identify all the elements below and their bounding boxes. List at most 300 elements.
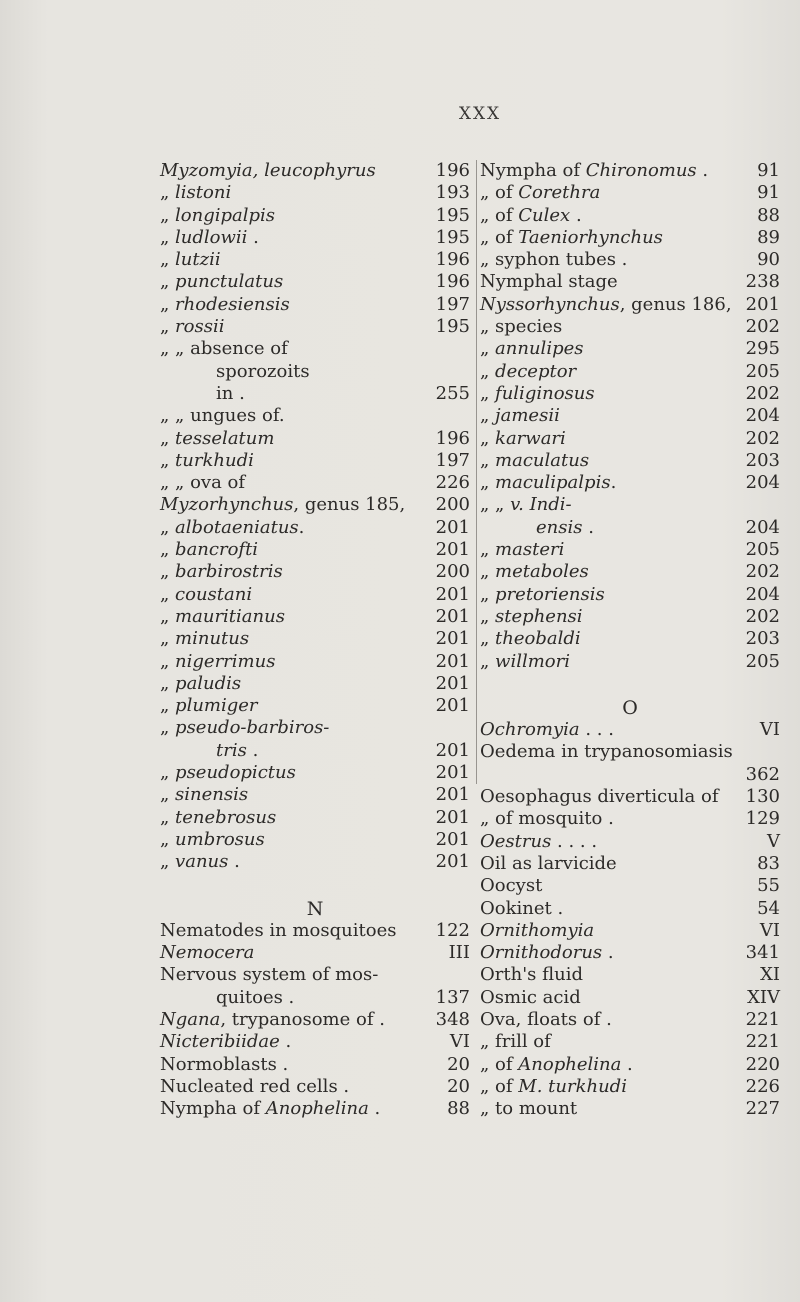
entry-page: 91 [757,182,780,204]
entry-page: 202 [745,605,780,627]
entry-page: 137 [435,986,470,1008]
entry-page: VI [449,1031,470,1053]
entry-term [480,428,566,450]
index-entry [160,762,470,784]
entry-term-part: „ [480,338,496,360]
entry-term [480,719,614,741]
entry-term [480,898,563,920]
index-entry [480,383,780,405]
entry-term-part: bancrofti [175,539,259,561]
entry-term-part: annulipes [495,338,584,360]
index-entry [160,450,470,472]
entry-term-part: Anophelina [265,1098,369,1120]
entry-page: 196 [435,271,470,293]
entry-term-part: rossii [175,316,225,338]
entry-page: 201 [435,628,470,650]
entry-term [480,450,589,472]
entry-term [480,160,708,182]
entry-term-part: Myzomyia, [160,160,265,181]
entry-page: 205 [745,539,780,561]
entry-term [480,606,583,628]
entry-term [160,762,296,784]
entry-page: 205 [745,650,780,672]
entry-term-part: ensis [536,516,583,538]
entry-term-part: „ [480,472,496,494]
entry-term [480,294,732,316]
entry-term-part: tesselatum [175,427,275,449]
entry-page: 226 [435,472,470,494]
index-entry [480,1009,780,1031]
entry-page: 205 [745,360,780,382]
entry-term-part: . . . . [551,830,598,852]
index-entry [160,294,470,316]
index-entry [160,740,470,762]
entry-term-part: Nemocera [160,942,255,964]
index-entry [480,205,780,227]
entry-term [160,182,231,204]
entry-term-part: Nympha of [480,160,586,181]
entry-term [160,561,283,583]
index-entry [480,494,780,516]
entry-term-part: Oestrus [480,830,552,852]
entry-term [160,294,290,316]
entry-term-part: Myzorhynchus [160,494,294,516]
entry-term [480,584,605,606]
entry-page: 202 [745,561,780,583]
index-entry [480,405,780,427]
entry-term-part: Nucleated red cells . [160,1075,350,1097]
entry-page: 197 [435,293,470,315]
entry-term [160,628,249,650]
entry-term-part: pretoriensis [495,583,605,605]
entry-page: 201 [435,851,470,873]
entry-term-part: . [246,739,259,761]
index-entry [160,539,470,561]
entry-term [160,1098,380,1120]
entry-page: 201 [435,784,470,806]
entry-term-part: . [228,851,240,873]
index-entry [160,160,470,182]
entry-term-part: Oocyst [480,875,543,897]
entry-term [216,361,310,383]
entry-term [160,606,285,628]
index-entry [160,361,470,383]
entry-term-part: „ [480,628,496,650]
index-entry [160,628,470,650]
entry-term [480,628,581,650]
entry-page: XIV [747,986,780,1008]
entry-page: 201 [435,828,470,850]
index-entry [160,784,470,806]
index-column-right [480,160,780,1120]
entry-term-part: „ to mount [480,1098,578,1120]
entry-term-part: „ [160,762,176,784]
entry-term-part: Anophelina [518,1053,622,1075]
entry-term-part: „ [160,806,176,828]
entry-term-part: listoni [175,182,232,204]
entry-term-part: . [247,226,259,248]
entry-term [480,1076,627,1098]
index-entry [480,561,780,583]
index-entry [160,271,470,293]
entry-term-part: karwari [495,427,566,449]
spacer [160,874,470,898]
entry-page: 195 [435,316,470,338]
entry-term [160,227,259,249]
entry-page: 89 [757,226,780,248]
entry-page: 91 [757,160,780,181]
entry-page: 88 [757,204,780,226]
entry-page: 200 [435,494,470,516]
entry-term-part: quitoes . [216,986,295,1008]
entry-page: 203 [745,449,780,471]
entry-term [480,1009,612,1031]
entry-term [480,964,583,986]
entry-term-part: . [621,1053,633,1075]
entry-page: VI [759,719,780,741]
entry-term [160,1054,288,1076]
index-entry [160,338,470,360]
entry-page: 202 [745,382,780,404]
entry-term-part: M. turkhudi [518,1075,627,1097]
entry-term [160,584,252,606]
entry-term-part: coustani [175,583,253,605]
section-letter-text: O [622,696,638,719]
entry-term-part: „ of mosquito . [480,808,614,830]
entry-term [480,383,595,405]
entry-term-part: . [368,1098,381,1120]
entry-term [480,786,718,808]
entry-term-part: „ [480,360,496,382]
index-entry [160,316,470,338]
entry-term-part: „ species [480,316,563,338]
entry-term [160,338,288,360]
index-entry [480,338,780,360]
index-entry [160,584,470,606]
entry-term-part: , genus 185, [293,494,406,516]
entry-term-part: punctulatus [175,271,284,293]
entry-page: 341 [745,942,780,964]
entry-term [480,1054,633,1076]
entry-page: 55 [757,875,780,897]
entry-term [160,807,276,829]
entry-term-part: pseudo-barbiros- [175,717,330,739]
entry-term-part: Ornithodorus [480,942,603,964]
index-entry [160,942,470,964]
entry-page: III [448,942,470,964]
index-entry [480,920,780,942]
entry-term-part: Oil as larvicide [480,852,617,874]
entry-term [480,920,594,942]
entry-term [160,717,329,739]
entry-page: 227 [745,1098,780,1120]
entry-term-part: Orth's fluid [480,964,583,986]
entry-term [480,405,560,427]
index-entry [480,606,780,628]
entry-term-part: Nymphal stage [480,271,618,293]
entry-term [160,428,274,450]
entry-term-part: „ [160,851,176,873]
entry-term-part: . [298,516,305,538]
entry-term-part: „ [160,695,176,717]
index-entry [480,316,780,338]
entry-term-part: tenebrosus [175,806,277,828]
entry-term [160,316,224,338]
entry-term-part: deceptor [495,360,577,382]
column-divider [476,160,477,784]
entry-term-part: „ „ ova of [160,472,246,494]
entry-term-part: barbirostris [175,561,283,583]
index-entry [480,1076,780,1098]
entry-page: 362 [745,763,780,785]
entry-page: 88 [447,1098,470,1120]
entry-term-part: Ornithomyia [480,919,595,941]
index-entry [480,628,780,650]
entry-term-part: . [570,204,582,226]
index-entry [480,987,780,1009]
entry-page: 201 [435,806,470,828]
entry-page: 204 [745,405,780,427]
entry-term [160,964,378,986]
index-entry [160,227,470,249]
entry-page: 197 [435,449,470,471]
entry-term-part: turkhudi [175,449,254,471]
entry-term-part: . [279,1031,292,1053]
entry-term [480,539,564,561]
entry-term-part: „ [480,583,496,605]
entry-term-part: „ [160,672,176,694]
entry-term-part: „ [160,204,176,226]
entry-term [160,784,248,806]
entry-term-part: ludlowii [175,226,248,248]
index-entry [160,1098,470,1120]
entry-term-part: Oesophagus diverticula of [480,786,719,808]
entry-term-part: mauritianus [175,605,285,627]
entry-term [160,160,376,182]
entry-term-part: „ [160,561,176,583]
entry-term-part: Culex [518,204,571,226]
index-entry [480,160,780,182]
entry-term [160,673,241,695]
entry-term-part: longipalpis [175,204,276,226]
entry-term-part: Normoblasts . [160,1053,289,1075]
index-entry [480,428,780,450]
entry-term-part: „ [160,784,176,806]
entry-term-part: Ochromyia [480,719,580,741]
index-entry [160,561,470,583]
entry-page: 204 [745,516,780,538]
section-letter-text: N [306,897,324,920]
entry-term [160,494,405,516]
entry-term-part: Ookinet . [480,897,564,919]
entry-term-part: paludis [175,672,242,694]
entry-term-part: leucophyrus [264,160,376,181]
entry-term-part: plumiger [175,695,258,717]
index-entry [160,695,470,717]
entry-term [480,1031,551,1053]
entry-page: 196 [435,160,470,181]
entry-page: 202 [745,316,780,338]
entry-term-part: Ngana [160,1008,221,1030]
index-entry [480,651,780,673]
entry-term [160,695,258,717]
entry-term-part: Taeniorhynchus [518,226,663,248]
index-entry [160,807,470,829]
index-entry [160,651,470,673]
section-letter [160,898,470,920]
entry-term [160,450,254,472]
entry-term [160,1076,349,1098]
entry-term-part: Nicteribiidae [160,1031,280,1053]
entry-term [160,405,285,427]
index-entry [160,405,470,427]
entry-term-part: „ [160,316,176,338]
index-entry [480,831,780,853]
entry-term-part: „ [160,605,176,627]
index-entry [160,182,470,204]
entry-page: 201 [435,650,470,672]
entry-term-part: Osmic acid [480,986,581,1008]
index-entry [480,719,780,741]
entry-term-part: „ [160,583,176,605]
index-entry [160,829,470,851]
entry-page: 202 [745,427,780,449]
entry-term-part: minutus [175,628,250,650]
entry-page: VI [759,919,780,941]
entry-term [480,182,600,204]
entry-term-part: masteri [495,539,565,561]
entry-term-part: . . . [579,719,614,741]
entry-term [160,517,304,539]
entry-term-part: Corethra [518,182,601,204]
entry-page: 201 [435,739,470,761]
entry-page: 196 [435,427,470,449]
entry-page: 122 [435,919,470,941]
entry-term-part: albotaeniatus [175,516,299,538]
entry-term [480,875,542,897]
entry-term-part: „ [160,516,176,538]
entry-term [480,494,572,516]
entry-page: 196 [435,249,470,271]
entry-page: 201 [435,695,470,717]
entry-term [160,851,240,873]
entry-page: 20 [447,1053,470,1075]
entry-page: 201 [435,583,470,605]
index-entry [160,1076,470,1098]
entry-term-part: pseudopictus [175,762,296,784]
entry-term [480,561,589,583]
entry-term-part: „ [160,650,176,672]
index-entry [160,1009,470,1031]
entry-term [480,1098,577,1120]
entry-term-part: . [582,516,594,538]
entry-term [160,920,396,942]
entry-page: 195 [435,204,470,226]
entry-term [480,227,663,249]
index-entry [160,673,470,695]
entry-term-part: lutzii [175,249,221,271]
index-entry [480,1098,780,1120]
entry-term [480,808,614,830]
entry-page: 220 [745,1053,780,1075]
entry-term-part: „ [160,539,176,561]
entry-term-part: . [602,942,614,964]
index-entry [160,1031,470,1053]
entry-term [480,831,597,853]
entry-term [536,517,594,539]
entry-page: 193 [435,182,470,204]
entry-term-part: Nervous system of mos- [160,964,379,986]
entry-term-part: „ [160,427,176,449]
index-entry [480,808,780,830]
index-entry [480,472,780,494]
entry-page: 203 [745,628,780,650]
entry-term [480,987,581,1009]
entry-term [480,472,616,494]
entry-term-part: Nyssorhynchus [480,293,620,315]
entry-term [160,651,275,673]
entry-term [480,741,733,763]
entry-term-part: sinensis [175,784,249,806]
entry-term-part: , trypanosome of . [220,1008,385,1030]
entry-page: 201 [745,293,780,315]
entry-term [160,1031,291,1053]
entry-term-part: „ [480,427,496,449]
entry-term [160,539,258,561]
entry-term [216,740,258,762]
entry-term-part: „ [160,249,176,271]
entry-term-part: „ [480,650,496,672]
index-entry [480,584,780,606]
index-entry [480,182,780,204]
entry-term-part: in . [216,382,245,404]
index-entry [160,920,470,942]
entry-term-part: umbrosus [175,828,265,850]
entry-term [216,383,245,405]
index-entry [480,786,780,808]
index-entry [480,227,780,249]
entry-term [480,316,562,338]
entry-page: 54 [757,897,780,919]
entry-term [480,651,570,673]
index-entry [480,875,780,897]
index-entry [160,987,470,1009]
entry-term [216,987,294,1009]
index-entry [480,361,780,383]
index-entry [160,428,470,450]
index-column-left [160,160,470,1120]
index-entry [160,717,470,739]
index-entry [160,205,470,227]
entry-term [480,271,618,293]
page-number: XXX [458,104,502,124]
entry-term-part: „ syphon tubes . [480,249,628,271]
entry-term-part: „ [160,271,176,293]
entry-term-part: „ [160,226,176,248]
entry-page: 221 [745,1008,780,1030]
entry-term-part: „ „ absence of [160,338,288,360]
section-letter [480,697,780,719]
entry-page: 201 [435,516,470,538]
entry-page: 255 [435,382,470,404]
entry-page: 201 [435,762,470,784]
entry-term-part: „ [160,449,176,471]
entry-page: 295 [745,338,780,360]
entry-term [160,829,265,851]
index-entry [160,964,470,986]
entry-term-part: „ [160,828,176,850]
entry-term-part: stephensi [495,605,583,627]
